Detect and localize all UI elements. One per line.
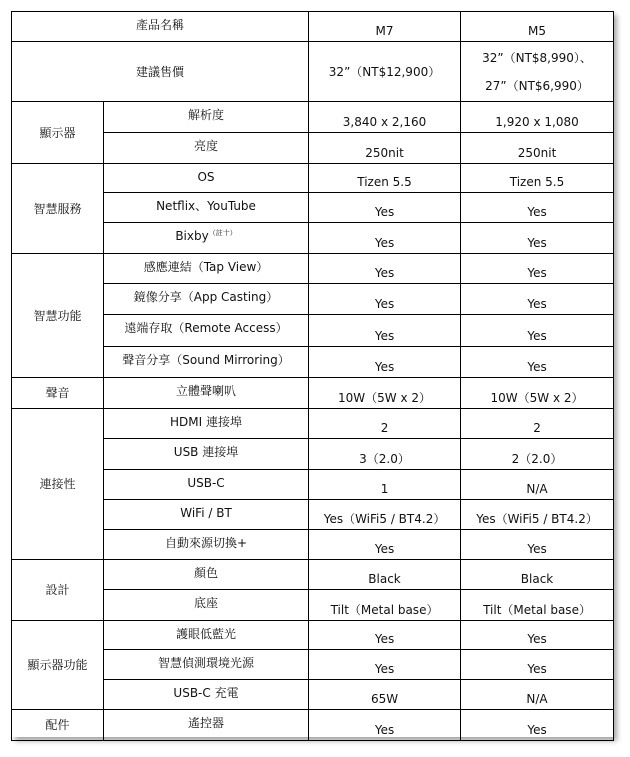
feature-label: USB-C 充電 bbox=[173, 686, 239, 700]
feature-label: 亮度 bbox=[194, 139, 219, 153]
table-row bbox=[12, 102, 614, 133]
model-b-value: Yes bbox=[461, 315, 614, 347]
model-a-value: 250nit bbox=[309, 133, 461, 164]
model-a-value: Yes（WiFi5 / BT4.2） bbox=[309, 500, 461, 530]
model-a-value: Yes bbox=[309, 223, 461, 254]
feature-cell bbox=[104, 284, 309, 315]
feature-cell bbox=[104, 164, 309, 193]
table-row bbox=[12, 710, 614, 741]
model-b-value: Yes bbox=[461, 347, 614, 378]
feature-label: 鏡像分享（App Casting） bbox=[133, 290, 279, 304]
model-b-value: 1,920 x 1,080 bbox=[461, 102, 614, 133]
model-a-value: 1 bbox=[309, 470, 461, 500]
model-b-value: Yes bbox=[461, 710, 614, 741]
feature-label: HDMI 連接埠 bbox=[170, 415, 242, 429]
feature-label: 護眼低藍光 bbox=[176, 627, 237, 641]
feature-cell bbox=[104, 315, 309, 347]
category-cell: 聲音 bbox=[12, 378, 104, 409]
model-b-value: Yes bbox=[461, 193, 614, 223]
feature-label: 解析度 bbox=[188, 108, 225, 122]
model-b-value: N/A bbox=[461, 680, 614, 710]
model-a-header: M7 bbox=[309, 12, 461, 42]
price-model-a: 32”（NT$12,900） bbox=[309, 42, 461, 102]
model-a-value: Yes bbox=[309, 530, 461, 560]
model-a-value: Yes bbox=[309, 621, 461, 650]
feature-cell bbox=[104, 680, 309, 710]
feature-label: 智慧偵測環境光源 bbox=[158, 656, 255, 670]
model-a-value: Tilt（Metal base） bbox=[309, 590, 461, 621]
model-a-value: Yes bbox=[309, 650, 461, 680]
feature-cell bbox=[104, 409, 309, 439]
table-row bbox=[12, 164, 614, 193]
model-a-value: Yes bbox=[309, 315, 461, 347]
feature-cell bbox=[104, 500, 309, 530]
feature-cell bbox=[104, 530, 309, 560]
model-b-header: M5 bbox=[461, 12, 614, 42]
model-b-value: Yes bbox=[461, 621, 614, 650]
feature-cell bbox=[104, 621, 309, 650]
feature-label: Netflix、YouTube bbox=[156, 199, 256, 213]
price-model-b bbox=[461, 42, 614, 102]
feature-cell bbox=[104, 378, 309, 409]
model-b-value: Tilt（Metal base） bbox=[461, 590, 614, 621]
category-cell: 顯示器功能 bbox=[12, 621, 104, 710]
model-a-value: 2 bbox=[309, 409, 461, 439]
model-b-value: N/A bbox=[461, 470, 614, 500]
feature-cell bbox=[104, 102, 309, 133]
model-b-value: Yes bbox=[461, 223, 614, 254]
model-a-value: Tizen 5.5 bbox=[309, 164, 461, 193]
model-a-value: Yes bbox=[309, 347, 461, 378]
model-a-value: Yes bbox=[309, 254, 461, 284]
category-cell: 設計 bbox=[12, 560, 104, 621]
feature-label: Bixby bbox=[175, 229, 209, 243]
footnote-mark: （註十） bbox=[208, 229, 237, 237]
feature-cell bbox=[104, 254, 309, 284]
feature-cell bbox=[104, 590, 309, 621]
feature-label: 聲音分享（Sound Mirroring） bbox=[122, 353, 290, 367]
feature-label: 立體聲喇叭 bbox=[176, 384, 237, 398]
price-row bbox=[12, 42, 614, 102]
feature-cell bbox=[104, 650, 309, 680]
feature-label: WiFi / BT bbox=[180, 506, 232, 520]
model-b-value: Yes bbox=[461, 254, 614, 284]
model-a-value: Yes bbox=[309, 710, 461, 741]
model-a-value: 65W bbox=[309, 680, 461, 710]
model-b-value: Tizen 5.5 bbox=[461, 164, 614, 193]
feature-cell bbox=[104, 470, 309, 500]
feature-label: OS bbox=[197, 170, 215, 184]
table-row bbox=[12, 621, 614, 650]
feature-label: USB 連接埠 bbox=[173, 445, 239, 459]
feature-label: 自動來源切換+ bbox=[164, 536, 248, 550]
model-b-value: Yes bbox=[461, 284, 614, 315]
model-b-value: 2（2.0） bbox=[461, 439, 614, 470]
feature-label: 遙控器 bbox=[188, 716, 225, 730]
category-cell: 配件 bbox=[12, 710, 104, 741]
model-b-value: Yes bbox=[461, 650, 614, 680]
product-name-header: 產品名稱 bbox=[12, 12, 309, 42]
feature-cell bbox=[104, 710, 309, 741]
table-row bbox=[12, 560, 614, 590]
spec-comparison-table bbox=[11, 11, 614, 741]
model-a-value: 10W（5W x 2） bbox=[309, 378, 461, 409]
table-body bbox=[12, 12, 614, 741]
model-b-value: 250nit bbox=[461, 133, 614, 164]
feature-cell bbox=[104, 347, 309, 378]
model-a-value: Yes bbox=[309, 284, 461, 315]
category-cell: 連接性 bbox=[12, 409, 104, 560]
feature-label: 底座 bbox=[194, 596, 219, 610]
model-b-value: Black bbox=[461, 560, 614, 590]
model-a-value: Yes bbox=[309, 193, 461, 223]
model-b-value: 10W（5W x 2） bbox=[461, 378, 614, 409]
category-cell: 智慧服務 bbox=[12, 164, 104, 254]
category-cell: 智慧功能 bbox=[12, 254, 104, 378]
table-row bbox=[12, 409, 614, 439]
model-b-value: 2 bbox=[461, 409, 614, 439]
spec-table-frame bbox=[11, 11, 613, 737]
model-a-value: Black bbox=[309, 560, 461, 590]
model-b-value: Yes（WiFi5 / BT4.2） bbox=[461, 500, 614, 530]
table-row bbox=[12, 254, 614, 284]
header-row bbox=[12, 12, 614, 42]
feature-label: USB-C bbox=[187, 476, 225, 490]
category-cell: 顯示器 bbox=[12, 102, 104, 164]
feature-label: 感應連結（Tap View） bbox=[143, 260, 269, 274]
feature-cell bbox=[104, 439, 309, 470]
feature-cell bbox=[104, 193, 309, 223]
feature-cell bbox=[104, 133, 309, 164]
price-model-b-line2: 27”（NT$6,990） bbox=[485, 78, 589, 93]
price-label: 建議售價 bbox=[12, 42, 309, 102]
feature-cell bbox=[104, 560, 309, 590]
model-a-value: 3（2.0） bbox=[309, 439, 461, 470]
feature-label: 顏色 bbox=[194, 566, 219, 580]
price-model-b-line1: 32”（NT$8,990）、 bbox=[482, 50, 592, 65]
feature-label: 遠端存取（Remote Access） bbox=[124, 321, 288, 335]
model-b-value: Yes bbox=[461, 530, 614, 560]
feature-cell bbox=[104, 223, 309, 254]
table-row bbox=[12, 378, 614, 409]
model-a-value: 3,840 x 2,160 bbox=[309, 102, 461, 133]
